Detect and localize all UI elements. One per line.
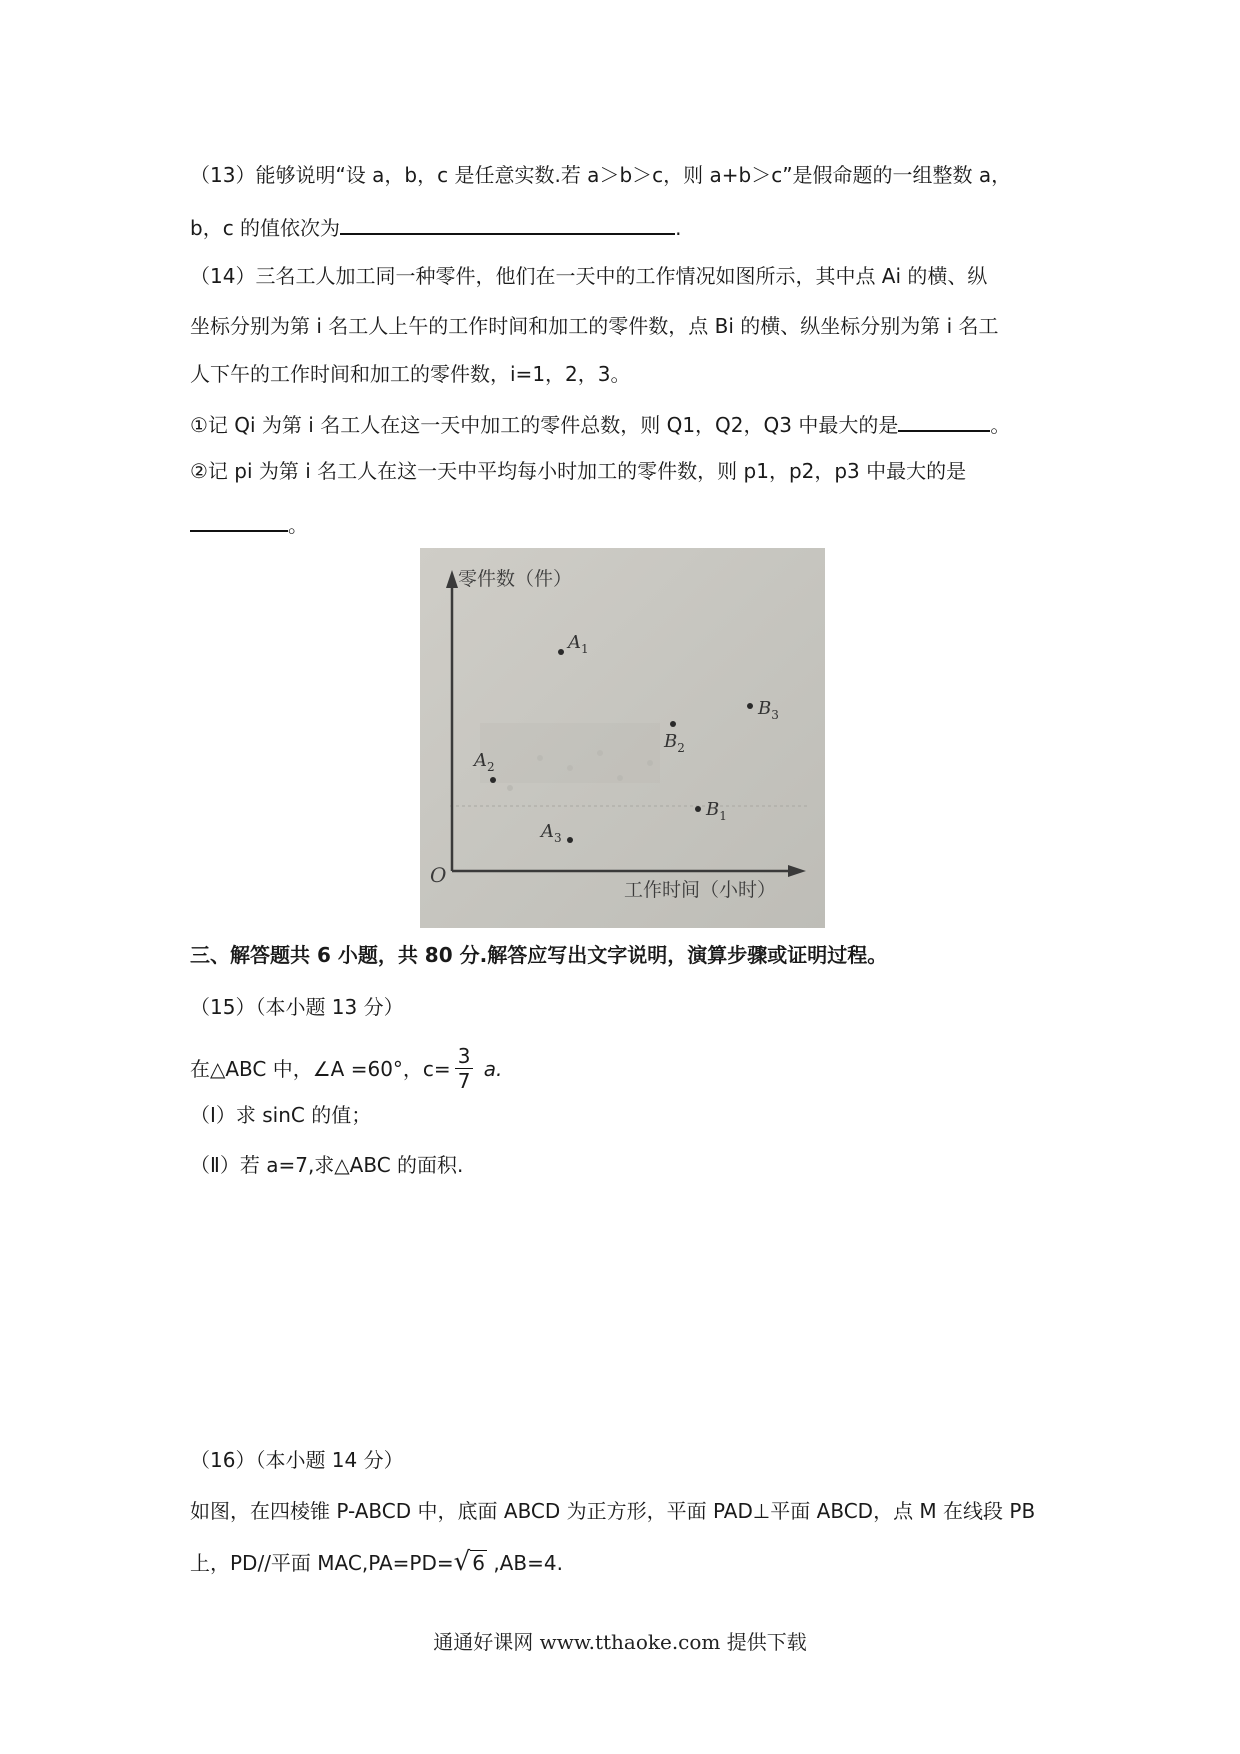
q15-fraction-denominator: 7	[457, 1069, 471, 1093]
footer-text: 通通好课网 www.tthaoke.com 提供下载	[433, 1630, 807, 1654]
point-a1	[558, 649, 564, 655]
q14-part-2-blank-line	[190, 508, 308, 539]
q14-part-1-end: 。	[990, 413, 1011, 437]
q14-line-2	[190, 312, 999, 340]
q15-fraction	[455, 1044, 474, 1093]
label-b2: $B_2$	[664, 731, 685, 755]
q16-line-2	[190, 1548, 563, 1577]
q14-part-1	[190, 408, 1010, 439]
q16-header-text: （16）（本小题 14 分）	[190, 1448, 404, 1472]
point-b2	[670, 721, 676, 727]
label-a3: $A_3$	[541, 821, 562, 845]
q13-text-1: （13）能够说明“设 a，b，c 是任意实数.若 a＞b＞c，则 a+b＞c”是假命题的一组整数 a，	[190, 163, 1012, 187]
q14-line-1	[190, 262, 987, 290]
q15-header	[190, 993, 404, 1021]
q15-part-1	[190, 1101, 371, 1129]
q16-text-2: 上，PD//平面 MAC,PA=PD=	[190, 1551, 454, 1575]
label-a2: $A_2$	[474, 750, 495, 774]
q15-part-2	[190, 1151, 463, 1179]
q13-line-1	[190, 161, 1011, 189]
y-axis-label: 零件数（件）	[458, 568, 573, 590]
bleed-through-marks	[480, 723, 660, 791]
q13-line-2	[190, 211, 681, 242]
sqrt-radicand: 6	[472, 1551, 485, 1575]
q13-text-2-end: .	[675, 216, 682, 240]
q16-text-2-end: ,AB=4.	[486, 1551, 563, 1575]
q15-fraction-numerator: 3	[455, 1044, 474, 1069]
point-a3	[567, 837, 573, 843]
q14-line-3	[190, 360, 631, 388]
point-a2	[490, 777, 496, 783]
q14-part-2	[190, 457, 966, 485]
label-b3: $B_3$	[758, 698, 779, 722]
q15-statement	[190, 1046, 502, 1095]
q14-text-1: （14）三名工人加工同一种零件，他们在一天中的工作情况如图所示，其中点 Ai 的横、纵	[190, 264, 988, 288]
x-axis-label: 工作时间（小时）	[624, 879, 777, 901]
worker-scatter-figure	[420, 548, 825, 928]
q15-part-1-text: （Ⅰ）求 sinC 的值；	[190, 1103, 372, 1127]
q15-header-text: （15）（本小题 13 分）	[190, 995, 404, 1019]
q14-part-2-text: ②记 pi 为第 i 名工人在这一天中平均每小时加工的零件数，则 p1，p2，p3 中最大的是	[190, 459, 967, 483]
label-a1: $A_1$	[568, 632, 589, 656]
q16-line-1	[190, 1497, 1035, 1525]
sqrt-symbol: √	[453, 1547, 471, 1577]
q14-part-2-blank[interactable]	[190, 508, 288, 532]
q13-answer-blank[interactable]	[340, 211, 675, 235]
q14-text-2: 坐标分别为第 i 名工人上午的工作时间和加工的零件数，点 Bi 的横、纵坐标分别为第 i 名工	[190, 314, 999, 338]
q14-part-2-end: 。	[288, 513, 308, 537]
q16-text-1: 如图，在四棱锥 P-ABCD 中，底面 ABCD 为正方形，平面 PAD⊥平面 ABCD，点 M 在线段 PB	[190, 1499, 1036, 1523]
section-3-heading	[190, 941, 887, 969]
worker-scatter-svg	[420, 548, 825, 928]
label-b1: $B_1$	[706, 799, 727, 823]
origin-label: O	[430, 863, 447, 887]
point-b3	[747, 703, 753, 709]
point-b1	[695, 806, 701, 812]
q15-statement-end: a.	[477, 1057, 503, 1081]
q14-part-1-text: ①记 Qi 为第 i 名工人在这一天中加工的零件总数，则 Q1，Q2，Q3 中最大的是	[190, 413, 899, 437]
q16-header	[190, 1446, 404, 1474]
section-3-heading-text: 三、解答题共 6 小题，共 80 分.解答应写出文字说明，演算步骤或证明过程。	[190, 943, 888, 967]
page-footer	[0, 1626, 1240, 1655]
q14-part-1-blank[interactable]	[898, 408, 990, 432]
q15-part-2-text: （Ⅱ）若 a=7,求△ABC 的面积.	[190, 1153, 464, 1177]
q13-text-2: b，c 的值依次为	[190, 216, 341, 240]
q15-statement-text: 在△ABC 中，∠A =60°，c=	[190, 1057, 451, 1081]
q14-text-3: 人下午的工作时间和加工的零件数，i=1，2，3。	[190, 362, 631, 386]
